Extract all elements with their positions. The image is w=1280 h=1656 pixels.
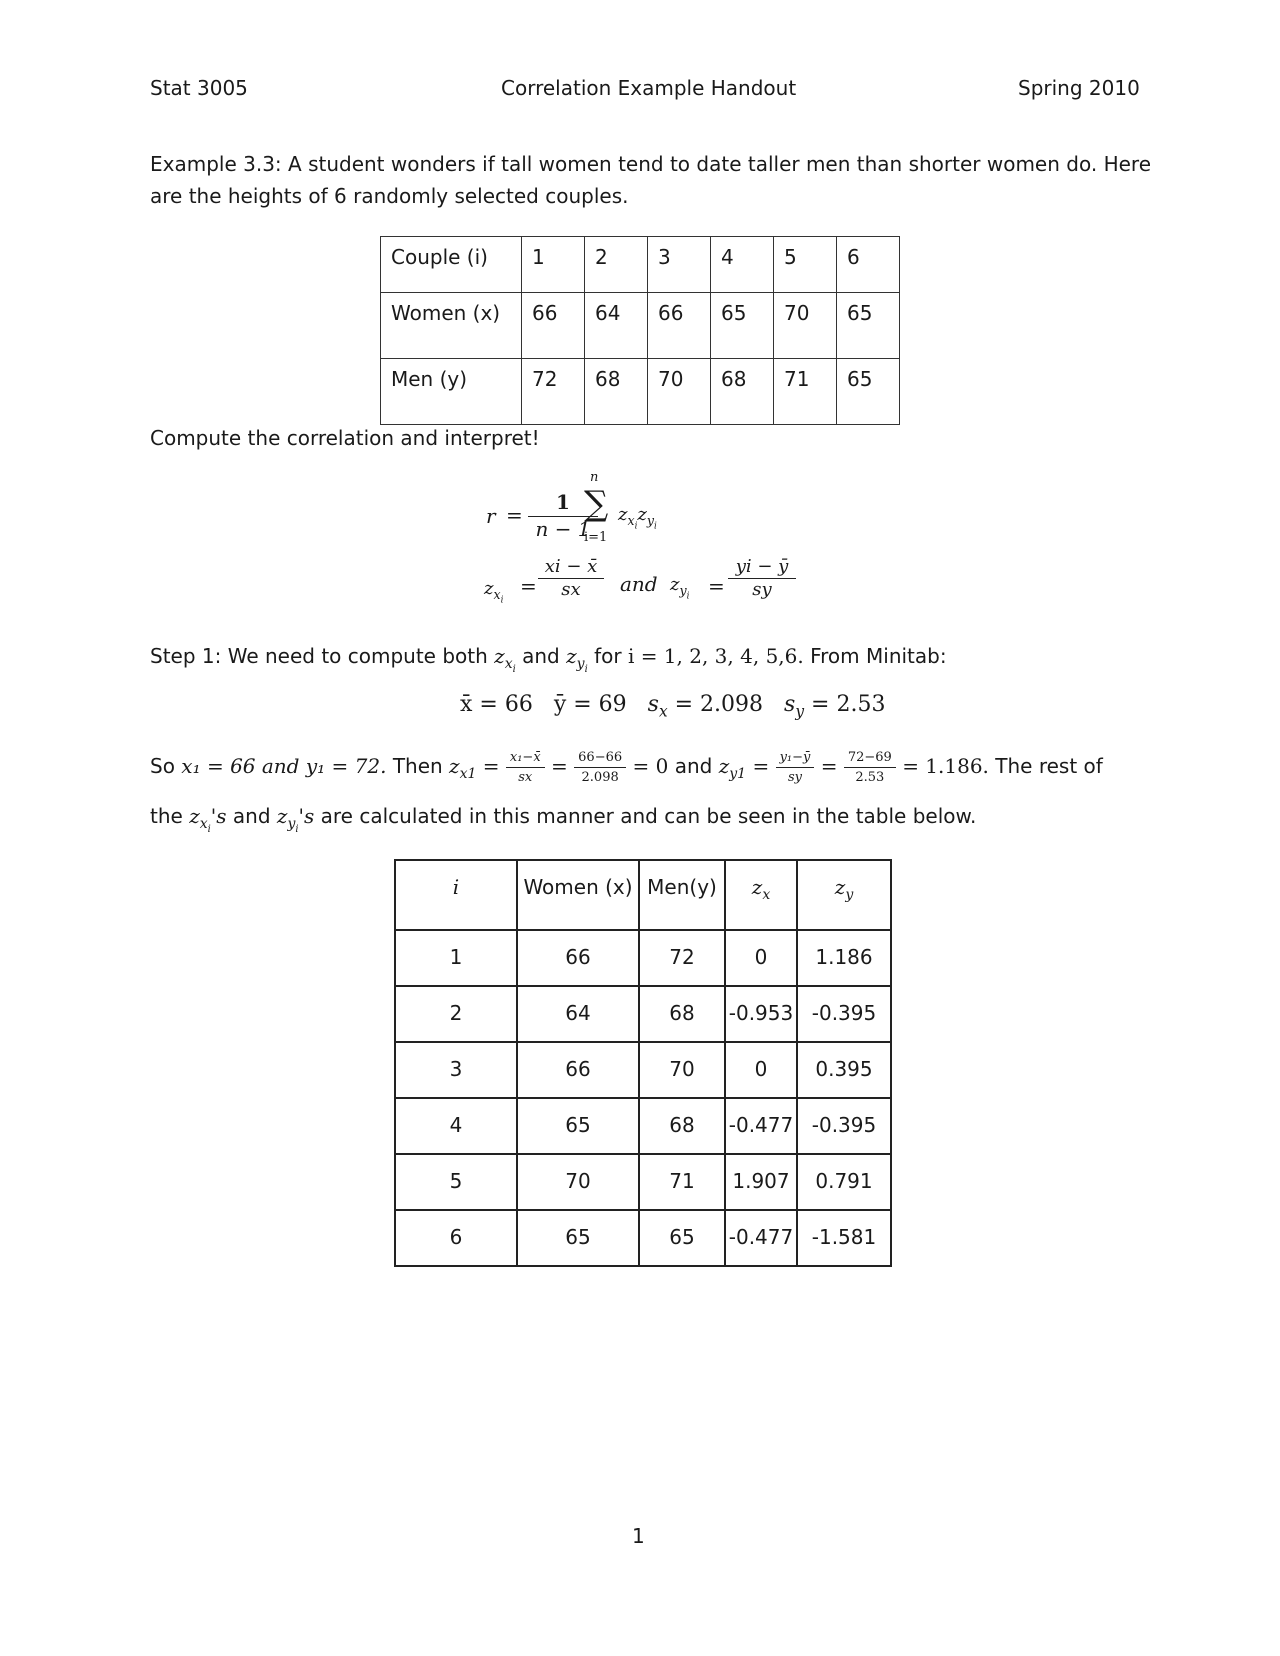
calc-line-2 [150, 800, 976, 846]
frac-x1: $\frac{\text{x₁−x̄}}{sx}$ [506, 750, 545, 785]
then-word: Then [392, 754, 443, 778]
sum-upper-limit: n [590, 470, 599, 485]
zy-inline: $z_{y_i}$ [566, 644, 588, 675]
table-cell: -0.395 [797, 1098, 891, 1154]
cell: 3 [648, 237, 711, 293]
intro-line-1: Example 3.3: A student wonders if tall women tend to date taller men than shorter women do. Here [150, 152, 1151, 176]
step1-text-b: and [522, 644, 560, 668]
zx-denominator: sx [561, 579, 581, 600]
step1-text-c: for [594, 644, 622, 668]
cell: 5 [774, 237, 837, 293]
table-cell: 3 [395, 1042, 517, 1098]
y1-value: y₁ = 72. [305, 754, 387, 778]
table-cell: 65 [517, 1098, 639, 1154]
step1-index-range: i = 1, 2, 3, 4, 5,6. [627, 644, 804, 668]
xbar-value: x̄ = 66 [460, 692, 533, 717]
zxi-s: $z_{x_i}'s$ [189, 804, 227, 835]
equals-sign: = [506, 503, 523, 527]
prompt-text: Compute the correlation and interpret! [150, 426, 540, 450]
step1-text-a: Step 1: We need to compute both [150, 644, 488, 668]
zy-symbol: $z_{y_i}$ [670, 574, 690, 602]
rest-of: The rest of [995, 754, 1103, 778]
table-cell: 1.186 [797, 930, 891, 986]
table-cell: 70 [639, 1042, 725, 1098]
result-zero: = 0 [632, 754, 669, 778]
table-cell: 66 [517, 930, 639, 986]
cell: 1 [522, 237, 585, 293]
table-cell: 65 [517, 1210, 639, 1266]
step1-text-e: From Minitab: [810, 644, 947, 668]
z-score-table [394, 859, 892, 1267]
header-term: Spring 2010 [1018, 76, 1140, 100]
calc-line-2-text: are calculated in this manner and can be seen in the table below. [320, 804, 977, 828]
zy1-symbol: $z_{y1}$ [718, 754, 747, 782]
table-cell: 1 [395, 930, 517, 986]
table-cell: -0.477 [725, 1210, 797, 1266]
table-cell: 4 [395, 1098, 517, 1154]
n-minus-1: n − 1 [535, 517, 591, 541]
table-cell: -1.581 [797, 1210, 891, 1266]
z-score-formulas [480, 552, 840, 622]
table-cell: 72 [639, 930, 725, 986]
frac-72: $\frac{72-69}{2.53}$ [844, 750, 896, 785]
sum-lower-limit: i=1 [584, 530, 608, 545]
zy-numerator: yi − ȳ [728, 556, 796, 579]
r-symbol: r [486, 504, 496, 528]
and-word-2: and [674, 754, 713, 778]
cell: 66 [522, 293, 585, 359]
cell: 68 [711, 359, 774, 425]
the-word: the [150, 804, 183, 828]
calculation-line: So x₁ = 66 and y₁ = 72. Then $z_{x1}$ = $\frac{\text{x₁−x̄}}{sx}$ = $\frac{66-66}{2.098}$ = 0 and $z_{y1}$ = $\frac{\text{y₁−ȳ}}{sy}$ = $\frac{72-69}{2.53}$ = 1.186. The rest of [150, 750, 1103, 785]
cell: 65 [711, 293, 774, 359]
table-cell: 0.395 [797, 1042, 891, 1098]
cell: 66 [648, 293, 711, 359]
table-cell: 0 [725, 930, 797, 986]
sy-symbol: s [784, 692, 796, 717]
x1-value: x₁ = 66 [181, 754, 256, 778]
table-cell: 1.907 [725, 1154, 797, 1210]
fraction-one: 1 [528, 490, 598, 517]
zx1-symbol: $z_{x1}$ [449, 754, 477, 782]
summary-stats: x̄ = 66 ȳ = 69 $s_x = 2.098$ $s_y = 2.53$ [460, 692, 886, 721]
cell: 71 [774, 359, 837, 425]
zy-equals: = [708, 574, 725, 598]
table-cell: 64 [517, 986, 639, 1042]
zx-symbol: $z_{x_i}$ [484, 578, 504, 606]
cell: 64 [585, 293, 648, 359]
cell: 65 [837, 359, 900, 425]
header-zy: $z_y$ [797, 860, 891, 930]
z-product: $z_{x_i}z_{y_i}$ [618, 504, 657, 532]
header-title: Correlation Example Handout [501, 76, 797, 100]
cell: 6 [837, 237, 900, 293]
table-cell: 68 [639, 986, 725, 1042]
zx-inline: $z_{x_i}$ [494, 644, 516, 675]
table-cell: -0.953 [725, 986, 797, 1042]
and-word-3: and [232, 804, 271, 828]
table-cell: 2 [395, 986, 517, 1042]
cell: 2 [585, 237, 648, 293]
cell: 68 [585, 359, 648, 425]
table-cell: 0.791 [797, 1154, 891, 1210]
zy-denominator: sy [752, 579, 772, 600]
ybar-value: ȳ = 69 [553, 692, 627, 717]
cell: 70 [648, 359, 711, 425]
row-label-women: Women (x) [381, 293, 522, 359]
table-cell: 65 [639, 1210, 725, 1266]
couples-table [380, 236, 900, 425]
table-cell: 70 [517, 1154, 639, 1210]
sx-symbol: s [647, 692, 659, 717]
table-cell: 0 [725, 1042, 797, 1098]
step1-line [150, 640, 947, 686]
header-women: Women (x) [517, 860, 639, 930]
frac-66: $\frac{66-66}{2.098}$ [574, 750, 626, 785]
so-word: So [150, 754, 175, 778]
row-label-men: Men (y) [381, 359, 522, 425]
frac-y1: $\frac{\text{y₁−ȳ}}{sy}$ [776, 750, 815, 785]
header-men: Men(y) [639, 860, 725, 930]
cell: 72 [522, 359, 585, 425]
cell: 4 [711, 237, 774, 293]
and-italic: and [261, 754, 300, 778]
header-i: i [395, 860, 517, 930]
sigma-symbol: ∑ [584, 484, 609, 524]
table-cell: 5 [395, 1154, 517, 1210]
table-cell: 71 [639, 1154, 725, 1210]
table-cell: 6 [395, 1210, 517, 1266]
correlation-formula [480, 470, 740, 560]
cell: 70 [774, 293, 837, 359]
zx-numerator: xi − x̄ [538, 556, 604, 579]
header-zx: $z_x$ [725, 860, 797, 930]
page-number: 1 [632, 1524, 645, 1548]
cell: 65 [837, 293, 900, 359]
table-cell: 66 [517, 1042, 639, 1098]
and-word: and [620, 572, 658, 596]
sy-value: = 2.53 [811, 692, 886, 717]
table-cell: -0.395 [797, 986, 891, 1042]
table-cell: -0.477 [725, 1098, 797, 1154]
table-cell: 68 [639, 1098, 725, 1154]
sx-value: = 2.098 [674, 692, 764, 717]
zyi-s: $z_{y_i}'s$ [276, 804, 315, 835]
zx-equals: = [520, 574, 537, 598]
header-course: Stat 3005 [150, 76, 248, 100]
row-label-couple: Couple (i) [381, 237, 522, 293]
intro-line-2: are the heights of 6 randomly selected couples. [150, 184, 629, 208]
result-1186: = 1.186. [902, 754, 989, 778]
